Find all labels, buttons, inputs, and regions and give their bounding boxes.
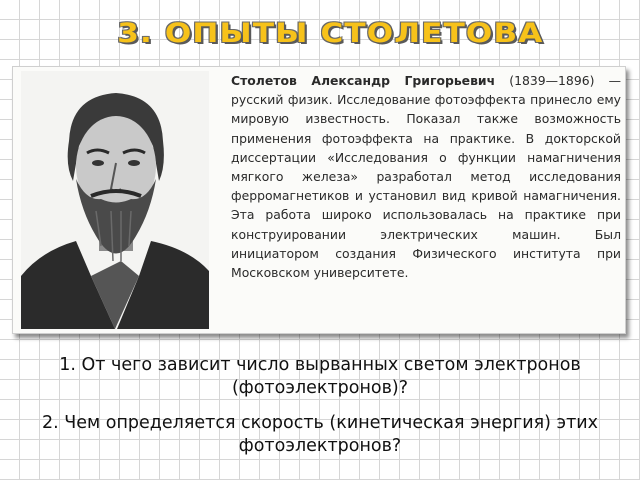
question-2: 2. Чем определяется скорость (кинетическая энергия) этих фотоэлектронов? xyxy=(41,413,599,456)
bio-card xyxy=(12,66,626,334)
question-1: 1. От чего зависит число вырванных светом электронов (фотоэлектронов)? xyxy=(59,355,581,398)
bio-text xyxy=(231,71,621,282)
bio-body: русский физик. Исследование фотоэффекта принесло ему мировую известность. Показал также возможность применения фотоэффекта на практике. В докторской диссертации «Исследования о функции намагничения мягкого железа» разработал метод исследования ферромагнетиков и установил вид кривой намагничения. Эта работа широко использовалась на практике при конструировании электрических машин. Был инициатором создания Физического института при Московском университете. xyxy=(231,92,621,281)
portrait-drawing xyxy=(21,71,209,329)
questions xyxy=(40,354,600,470)
bio-years: (1839—1896) — xyxy=(495,73,621,88)
bio-name: Столетов Александр Григорьевич xyxy=(231,73,496,88)
portrait-image xyxy=(21,71,209,329)
slide-title: 3. ОПЫТЫ СТОЛЕТОВА xyxy=(116,18,544,49)
